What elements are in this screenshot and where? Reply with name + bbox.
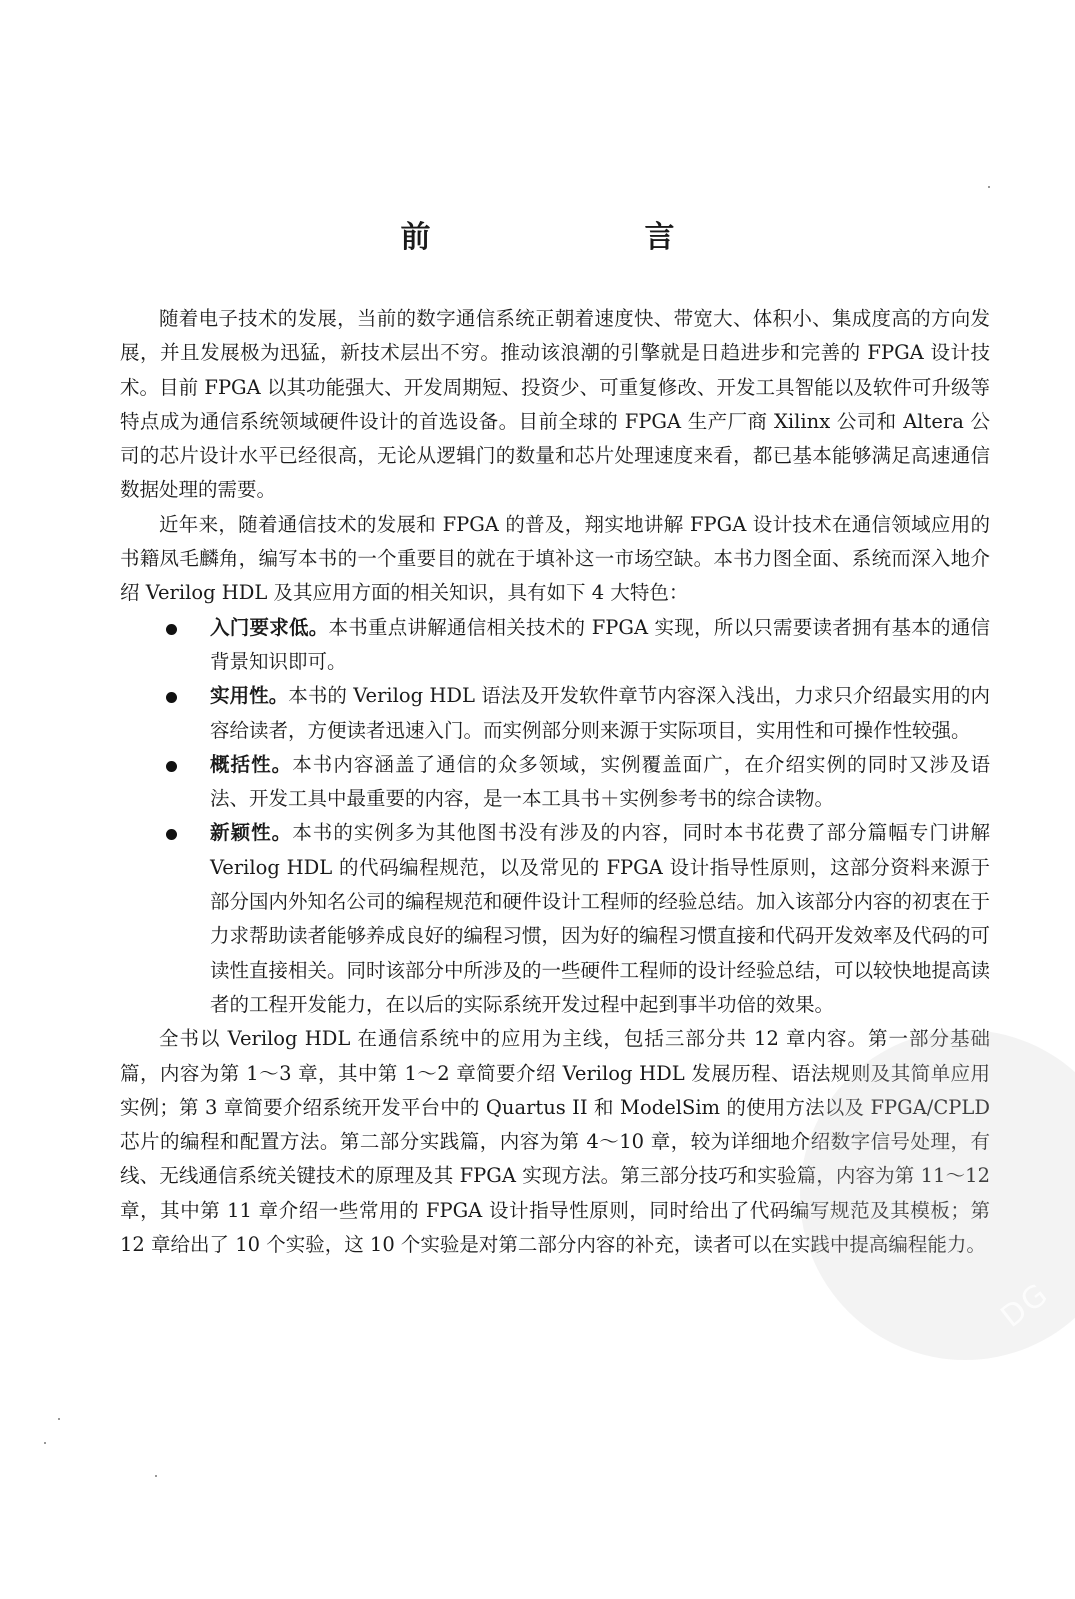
feature-item xyxy=(120,816,990,1022)
bullet-icon xyxy=(166,692,177,703)
preface-body xyxy=(120,302,990,1262)
scan-speck xyxy=(44,1442,46,1444)
bullet-icon xyxy=(166,624,177,635)
bullet-icon xyxy=(166,761,177,772)
scan-speck xyxy=(988,186,990,188)
feature-text: 本书的实例多为其他图书没有涉及的内容，同时本书花费了部分篇幅专门讲解 Verilog HDL 的代码编程规范，以及常见的 FPGA 设计指导性原则，这部分资料来源于部分国内外知名公司的编程规范和硬件设计工程师的经验总结。加入该部分内容的初衷在于力求帮助读者能够养成良好的编程习惯，因为好的编程习惯直接和代码开发效率及代码的可读性直接相关。同时该部分中所涉及的一些硬件工程师的设计经验总结，可以较快地提高读者的工程开发能力，在以后的实际系统开发过程中起到事半功倍的效果。 xyxy=(210,821,991,1016)
feature-text: 本书内容涵盖了通信的众多领域，实例覆盖面广，在介绍实例的同时又涉及语法、开发工具中最重要的内容，是一本工具书＋实例参考书的综合读物。 xyxy=(210,752,990,811)
paragraph-structure: 全书以 Verilog HDL 在通信系统中的应用为主线，包括三部分共 12 章内容。第一部分基础篇，内容为第 1～3 章，其中第 1～2 章简要介绍 Verilog HDL 发展历程、语法规则及其简单应用实例；第 3 章简要介绍系统开发平台中的 Quartus II 和 ModelSim 的使用方法以及 FPGA/CPLD 芯片的编程和配置方法。第二部分实践篇，内容为第 4～10 章，较为详细地介绍数字信号处理，有线、无线通信系统关键技术的原理及其 FPGA 实现方法。第三部分技巧和实验篇，内容为第 11～12 章，其中第 11 章介绍一些常用的 FPGA 设计指导性原则，同时给出了代码编写规范及其模板；第 12 章给出了 10 个实验，这 10 个实验是对第二部分内容的补充，读者可以在实践中提高编程能力。 xyxy=(120,1027,990,1257)
feature-title: 实用性。 xyxy=(210,684,289,708)
scan-speck xyxy=(58,1418,60,1420)
feature-title: 入门要求低。 xyxy=(210,615,329,639)
page-title: 前 言 xyxy=(400,220,767,256)
paragraph-intro: 随着电子技术的发展，当前的数字通信系统正朝着速度快、带宽大、体积小、集成度高的方向发展，并且发展极为迅猛，新技术层出不穷。推动该浪潮的引擎就是日趋进步和完善的 FPGA 设计技术。目前 FPGA 以其功能强大、开发周期短、投资少、可重复修改、开发工具智能以及软件可升级等特点成为通信系统领域硬件设计的首选设备。目前全球的 FPGA 生产厂商 Xilinx 公司和 Altera 公司的芯片设计水平已经很高，无论从逻辑门的数量和芯片处理速度来看，都已基本能够满足高速通信数据处理的需要。 xyxy=(120,307,990,502)
watermark-text: DG xyxy=(994,1276,1056,1335)
scan-speck xyxy=(155,1475,157,1477)
feature-text: 本书重点讲解通信相关技术的 FPGA 实现，所以只需要读者拥有基本的通信背景知识即可。 xyxy=(210,615,990,673)
bullet-icon xyxy=(166,829,177,840)
feature-text: 本书的 Verilog HDL 语法及开发软件章节内容深入浅出，力求只介绍最实用的内容给读者，方便读者迅速入门。而实例部分则来源于实际项目，实用性和可操作性较强。 xyxy=(210,684,990,742)
feature-list xyxy=(120,611,990,1023)
paragraph-motivation: 近年来，随着通信技术的发展和 FPGA 的普及，翔实地讲解 FPGA 设计技术在通信领域应用的书籍凤毛麟角，编写本书的一个重要目的就在于填补这一市场空缺。本书力图全面、系统而深入地介绍 Verilog HDL 及其应用方面的相关知识，具有如下 4 大特色： xyxy=(120,512,990,605)
feature-title: 新颖性。 xyxy=(210,821,293,845)
feature-item xyxy=(120,679,990,748)
feature-item xyxy=(120,748,990,817)
feature-title: 概括性。 xyxy=(210,752,293,776)
feature-item xyxy=(120,611,990,680)
